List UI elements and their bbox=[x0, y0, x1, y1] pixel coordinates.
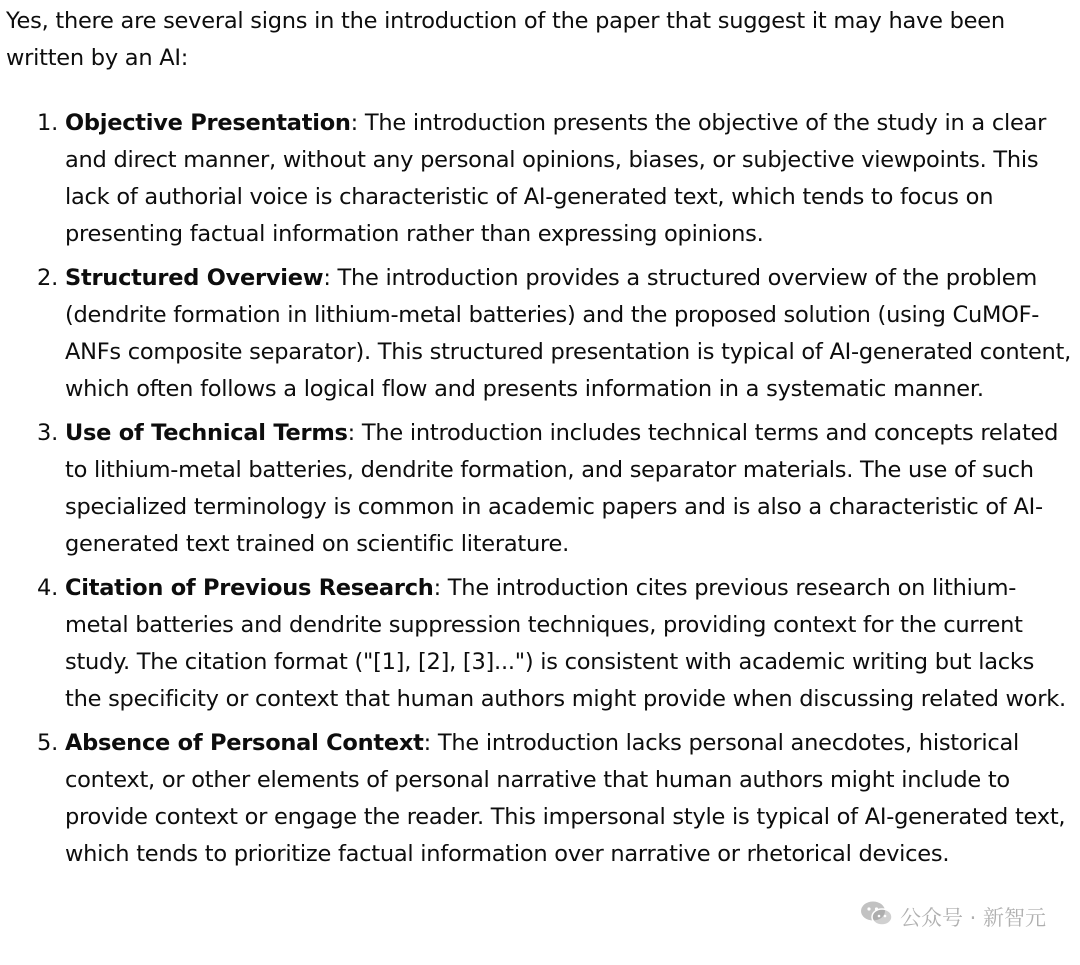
item-number: 1. bbox=[37, 110, 58, 136]
list-item bbox=[37, 415, 1074, 563]
list-item bbox=[37, 105, 1074, 253]
item-number: 2. bbox=[37, 265, 58, 291]
item-title: Use of Technical Terms bbox=[65, 420, 348, 446]
item-title: Citation of Previous Research bbox=[65, 575, 434, 601]
assistant-response bbox=[6, 3, 1074, 880]
item-text: : The introduction presents the objective of the study in a clear and direct manner, without any personal opinions, biases, or subjective viewpoints. This lack of authorial voice is characteristic of AI-generated text, which tends to focus on presenting factual information rather than expressing opinions. bbox=[65, 110, 1047, 247]
item-text: : The introduction provides a structured overview of the problem (dendrite formation in lithium-metal batteries) and the proposed solution (using CuMOF-ANFs composite separator). This structured presentation is typical of AI-generated content, which often follows a logical flow and presents information in a systematic manner. bbox=[65, 265, 1072, 402]
item-text: : The introduction lacks personal anecdotes, historical context, or other elements of personal narrative that human authors might include to provide context or engage the reader. This impersonal style is typical of AI-generated text, which tends to prioritize factual information over narrative or rhetorical devices. bbox=[65, 730, 1066, 867]
item-title: Structured Overview bbox=[65, 265, 324, 291]
response-intro: Yes, there are several signs in the introduction of the paper that suggest it may have been written by an AI: bbox=[6, 8, 1005, 71]
item-number: 3. bbox=[37, 420, 58, 446]
list-item bbox=[37, 570, 1074, 718]
signs-list bbox=[6, 105, 1074, 873]
list-item bbox=[37, 725, 1074, 873]
item-number: 5. bbox=[37, 730, 58, 756]
item-title: Objective Presentation bbox=[65, 110, 351, 136]
watermark-text: 公众号 · 新智元 bbox=[899, 905, 1046, 930]
list-item bbox=[37, 260, 1074, 408]
item-text: : The introduction includes technical terms and concepts related to lithium-metal batteries, dendrite formation, and separator materials. The use of such specialized terminology is common in academic papers and is also a characteristic of AI-generated text trained on scientific literature. bbox=[65, 420, 1059, 557]
watermark bbox=[860, 900, 1046, 933]
item-number: 4. bbox=[37, 575, 58, 601]
wechat-icon bbox=[860, 900, 894, 933]
item-text: : The introduction cites previous research on lithium-metal batteries and dendrite suppression techniques, providing context for the current study. The citation format ("[1], [2], [3]...") is consistent with academic writing but lacks the specificity or context that human authors might provide when discussing related work. bbox=[65, 575, 1066, 712]
item-title: Absence of Personal Context bbox=[65, 730, 424, 756]
